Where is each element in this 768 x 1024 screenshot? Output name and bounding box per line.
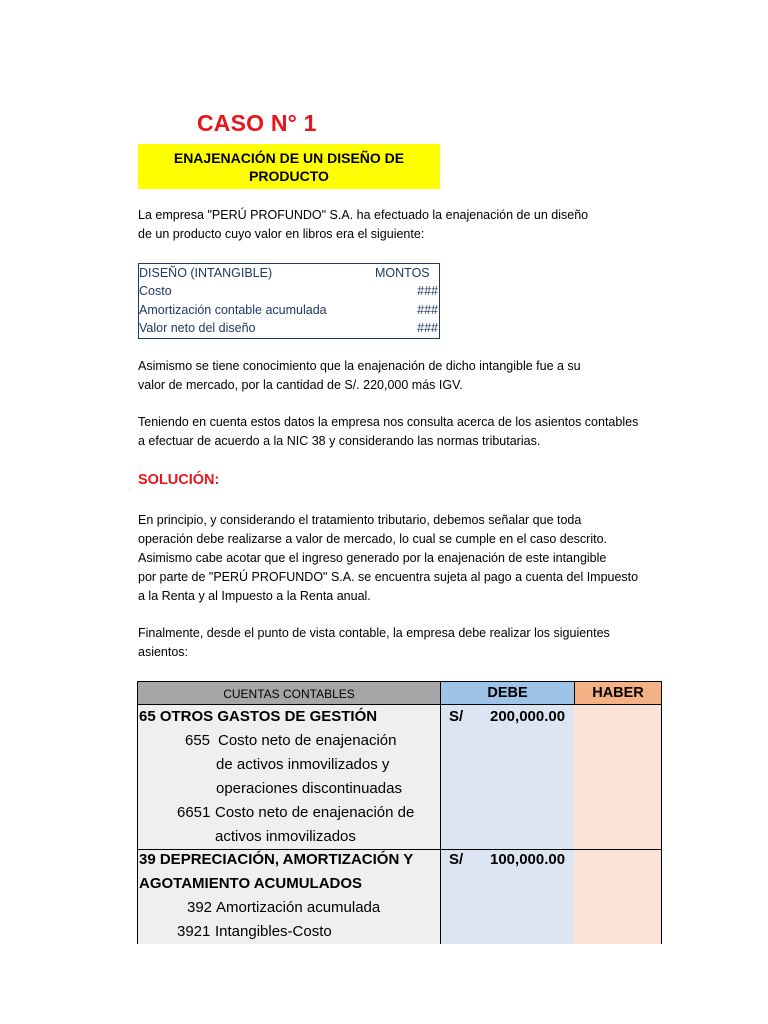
tax-treatment-paragraph [138, 511, 638, 606]
subaccount-label: de activos inmovilizados y [216, 756, 390, 773]
intangible-row [139, 282, 439, 300]
intangible-row-label: Costo [139, 284, 172, 298]
paragraph-line: operación debe realizarse a valor de mercado, lo cual se cumple en el caso descrito. [138, 532, 608, 546]
account-39: 39 DEPRECIACIÓN, AMORTIZACIÓN Y [139, 851, 414, 868]
header-cuentas-contables: CUENTAS CONTABLES [137, 681, 441, 705]
currency-symbol: S/ [449, 851, 464, 868]
subaccount-label: Costo neto de enajenación [218, 732, 397, 749]
intangible-row-value: ### [417, 303, 438, 317]
debe-column [440, 705, 574, 944]
table-border-right [661, 705, 662, 944]
consultation-paragraph [138, 413, 638, 451]
intangible-row-label: Valor neto del diseño [139, 321, 256, 335]
intangible-row-value: ### [417, 321, 438, 335]
case-subtitle-line: PRODUCTO [249, 167, 329, 184]
paragraph-line: asientos: [138, 645, 189, 659]
paragraph-line: En principio, y considerando el tratamiento tributario, debemos señalar que toda [138, 513, 582, 527]
intangible-table [138, 263, 440, 339]
paragraph-line: a efectuar de acuerdo a la NIC 38 y considerando las normas tributarias. [138, 434, 541, 448]
intro-paragraph [138, 206, 588, 244]
debe-amount: 200,000.00 [490, 708, 566, 725]
intangible-row [139, 319, 439, 337]
subaccount-label: operaciones discontinuadas [216, 780, 402, 797]
intangible-header-label: DISEÑO (INTANGIBLE) [139, 266, 273, 280]
table-divider [440, 705, 441, 944]
subaccount-label: activos inmovilizados [215, 828, 356, 845]
case-title: CASO N° 1 [197, 110, 317, 136]
subaccount-label: Intangibles-Costo [215, 923, 332, 940]
account-65: 65 OTROS GASTOS DE GESTIÓN [139, 708, 378, 725]
subaccount-code: 3921 [177, 923, 211, 940]
accounting-entries-table [137, 681, 662, 944]
subaccount-label: Costo neto de enajenación de [215, 804, 415, 821]
haber-column [574, 705, 662, 944]
header-debe: DEBE [440, 681, 575, 705]
intangible-row-value: ### [417, 284, 438, 298]
solution-heading: SOLUCIÓN: [138, 472, 220, 488]
case-subtitle-box [138, 144, 440, 189]
paragraph-line: por parte de "PERÚ PROFUNDO" S.A. se encuentra sujeta al pago a cuenta del Impuesto [138, 570, 639, 584]
currency-symbol: S/ [449, 708, 464, 725]
paragraph-line: de un producto cuyo valor en libros era el siguiente: [138, 227, 425, 241]
subaccount-code: 6651 [177, 804, 211, 821]
debe-amount: 100,000.00 [490, 851, 566, 868]
subaccount-label: Amortización acumulada [216, 899, 381, 916]
market-value-paragraph [138, 357, 581, 395]
paragraph-line: a la Renta y al Impuesto a la Renta anual. [138, 589, 371, 603]
table-border-left [137, 705, 138, 944]
paragraph-line: Finalmente, desde el punto de vista contable, la empresa debe realizar los siguientes [138, 626, 610, 640]
header-haber: HABER [574, 681, 662, 705]
intangible-table-header [139, 264, 439, 282]
case-subtitle-line: ENAJENACIÓN DE UN DISEÑO DE [173, 149, 405, 166]
intangible-header-value: MONTOS [375, 266, 430, 280]
account-39-continued: AGOTAMIENTO ACUMULADOS [139, 875, 363, 892]
intangible-row [139, 301, 439, 319]
paragraph-line: Teniendo en cuenta estos datos la empresa nos consulta acerca de los asientos contables [138, 415, 639, 429]
intangible-row-label: Amortización contable acumulada [139, 303, 327, 317]
paragraph-line: Asimismo se tiene conocimiento que la enajenación de dicho intangible fue a su [138, 359, 581, 373]
subaccount-code: 392 [187, 899, 213, 916]
paragraph-line: La empresa "PERÚ PROFUNDO" S.A. ha efectuado la enajenación de un diseño [138, 208, 589, 222]
subaccount-code: 655 [185, 732, 211, 749]
paragraph-line: valor de mercado, por la cantidad de S/. 220,000 más IGV. [138, 378, 463, 392]
paragraph-line: Asimismo cabe acotar que el ingreso generado por la enajenación de este intangible [138, 551, 607, 565]
entries-intro-paragraph [138, 624, 610, 662]
